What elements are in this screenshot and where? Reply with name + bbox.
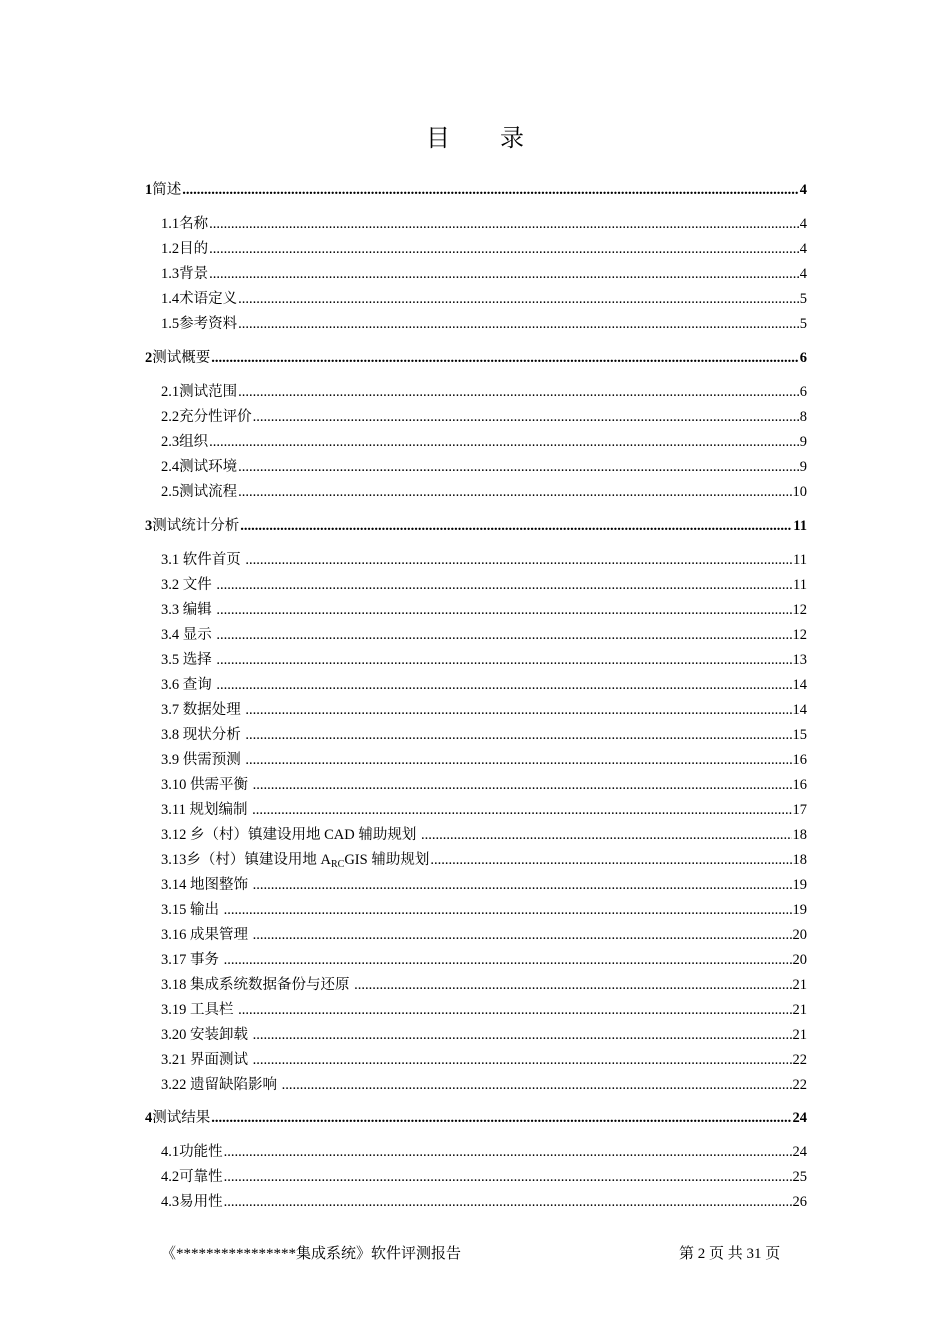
- toc-section-entry[interactable]: [161, 550, 807, 570]
- toc-entry-title: 充分性评价: [179, 409, 252, 425]
- toc-entry-number: 3.10: [161, 777, 187, 793]
- toc-entry-number: 2.3: [161, 434, 180, 450]
- toc-entry-page: 24: [792, 1144, 807, 1160]
- toc-section-entry[interactable]: [161, 650, 807, 670]
- toc-entry-title: 测试环境: [179, 459, 238, 475]
- toc-section-entry[interactable]: [161, 1075, 807, 1095]
- toc-entry-number: 3.8: [161, 727, 180, 743]
- toc-leader-dots: [430, 850, 791, 870]
- toc-chapter-entry[interactable]: [145, 516, 807, 536]
- toc-entry-page: 11: [793, 577, 807, 593]
- toc-entry-page: 22: [792, 1052, 807, 1068]
- toc-entry-title: 测试流程: [179, 484, 238, 500]
- toc-section-entry[interactable]: [161, 314, 807, 334]
- toc-entry-page: 11: [793, 552, 807, 568]
- page-title: 目 录: [426, 126, 546, 152]
- toc-leader-dots: [354, 975, 791, 995]
- toc-entry-title: [186, 850, 429, 875]
- toc-leader-dots: [245, 550, 792, 570]
- toc-entry-page: 12: [792, 602, 807, 618]
- toc-entry-page: 19: [792, 877, 807, 893]
- toc-leader-dots: [224, 950, 792, 970]
- toc-entry-title-part: 乡（村）镇建设用地 A: [186, 852, 331, 868]
- toc-leader-dots: [224, 900, 792, 920]
- toc-entry-title: 测试结果: [152, 1110, 211, 1126]
- footer-page-number: 第 2 页 共 31 页: [679, 1246, 781, 1262]
- toc-leader-dots: [253, 925, 792, 945]
- toc-section-entry[interactable]: [161, 600, 807, 620]
- toc-entry-title: 乡（村）镇建设用地 CAD 辅助规划: [186, 827, 420, 843]
- toc-entry-page: 14: [792, 677, 807, 693]
- toc-section-entry[interactable]: [161, 975, 807, 995]
- toc-entry-title: 背景: [179, 266, 209, 282]
- toc-entry-page: 11: [793, 518, 807, 534]
- toc-entry-title: 编辑: [179, 602, 216, 618]
- toc-entry-title: 软件首页: [179, 552, 245, 568]
- toc-entry-number: 3.17: [161, 952, 187, 968]
- toc-section-entry[interactable]: [161, 1142, 807, 1162]
- toc-section-entry[interactable]: [161, 382, 807, 402]
- toc-entry-number: 4.1: [161, 1144, 180, 1160]
- toc-entry-number: 3.18: [161, 977, 187, 993]
- toc-leader-dots: [211, 1108, 791, 1128]
- toc-section-entry[interactable]: [161, 750, 807, 770]
- toc-leader-dots: [240, 516, 792, 536]
- toc-entry-page: 6: [799, 384, 807, 400]
- toc-entry-number: 3.22: [161, 1077, 187, 1093]
- toc-section-entry[interactable]: [161, 775, 807, 795]
- toc-entry-page: 5: [799, 316, 807, 332]
- toc-entry-number: 1.4: [161, 291, 180, 307]
- toc-entry-title: 成果管理: [186, 927, 252, 943]
- toc-entry-title: 事务: [186, 952, 223, 968]
- toc-leader-dots: [216, 600, 791, 620]
- toc-leader-dots: [211, 348, 799, 368]
- footer-document-title: 《****************集成系统》软件评测报告: [161, 1246, 462, 1262]
- toc-entry-page: 15: [792, 727, 807, 743]
- toc-leader-dots: [253, 875, 792, 895]
- toc-entry-title: 文件: [179, 577, 216, 593]
- toc-section-entry[interactable]: [161, 407, 807, 427]
- toc-leader-dots: [253, 775, 792, 795]
- toc-leader-dots: [224, 1142, 792, 1162]
- toc-leader-dots: [224, 1192, 792, 1212]
- toc-entry-title: 供需平衡: [186, 777, 252, 793]
- toc-entry-page: 20: [792, 952, 807, 968]
- toc-entry-number: 3.1: [161, 552, 180, 568]
- toc-section-entry[interactable]: [161, 675, 807, 695]
- toc-entry-title: 测试概要: [152, 350, 211, 366]
- toc-entry-page: 24: [792, 1110, 807, 1126]
- toc-leader-dots: [216, 675, 791, 695]
- toc-entry-title: 规划编制: [185, 802, 252, 818]
- toc-entry-title: 测试范围: [179, 384, 238, 400]
- toc-leader-dots: [216, 650, 791, 670]
- toc-section-entry[interactable]: [161, 850, 807, 870]
- toc-entry-title: 遗留缺陷影响: [186, 1077, 281, 1093]
- toc-entry-page: 26: [792, 1194, 807, 1210]
- toc-entry-number: 3.14: [161, 877, 187, 893]
- toc-leader-dots: [245, 725, 791, 745]
- toc-leader-dots: [253, 407, 799, 427]
- toc-entry-title: 集成系统数据备份与还原: [186, 977, 354, 993]
- toc-leader-dots: [238, 314, 799, 334]
- toc-entry-number: 3.12: [161, 827, 187, 843]
- toc-entry-number: 2: [145, 350, 153, 366]
- toc-entry-page: 10: [792, 484, 807, 500]
- toc-leader-dots: [238, 457, 799, 477]
- toc-section-entry[interactable]: [161, 239, 807, 259]
- toc-entry-number: 1.2: [161, 241, 180, 257]
- toc-section-entry[interactable]: [161, 700, 807, 720]
- toc-entry-page: 21: [792, 1002, 807, 1018]
- toc-leader-dots: [245, 700, 791, 720]
- toc-entry-number: 3.16: [161, 927, 187, 943]
- toc-entry-page: 4: [799, 216, 807, 232]
- toc-section-entry[interactable]: [161, 900, 807, 920]
- toc-entry-title: 界面测试: [186, 1052, 252, 1068]
- toc-leader-dots: [238, 382, 799, 402]
- toc-entry-title: 简述: [152, 182, 182, 198]
- toc-entry-number: 3.6: [161, 677, 180, 693]
- toc-leader-dots: [216, 575, 792, 595]
- toc-entry-page: 25: [792, 1169, 807, 1185]
- toc-entry-number: 3.21: [161, 1052, 187, 1068]
- toc-entry-page: 9: [799, 434, 807, 450]
- toc-section-entry[interactable]: [161, 1192, 807, 1212]
- toc-entry-title: 易用性: [179, 1194, 223, 1210]
- toc-section-entry[interactable]: [161, 875, 807, 895]
- toc-section-entry[interactable]: [161, 264, 807, 284]
- toc-leader-dots: [238, 482, 791, 502]
- toc-entry-title: 组织: [179, 434, 209, 450]
- toc-entry-title: 功能性: [179, 1144, 223, 1160]
- toc-entry-title: 工具栏: [186, 1002, 238, 1018]
- toc-chapter-entry[interactable]: [145, 1108, 807, 1128]
- toc-section-entry[interactable]: [161, 1025, 807, 1045]
- toc-entry-page: 6: [799, 350, 807, 366]
- toc-entry-page: 9: [799, 459, 807, 475]
- toc-entry-page: 16: [792, 752, 807, 768]
- toc-entry-page: 4: [799, 182, 807, 198]
- toc-section-entry[interactable]: [161, 725, 807, 745]
- toc-entry-title: 可靠性: [179, 1169, 223, 1185]
- toc-leader-dots: [253, 1050, 792, 1070]
- toc-entry-title-part: GIS 辅助规划: [344, 852, 430, 868]
- toc-section-entry[interactable]: [161, 457, 807, 477]
- toc-leader-dots: [182, 180, 799, 200]
- toc-section-entry[interactable]: [161, 575, 807, 595]
- toc-entry-number: 3: [145, 518, 153, 534]
- toc-section-entry[interactable]: [161, 950, 807, 970]
- toc-leader-dots: [209, 264, 799, 284]
- toc-entry-number: 3.20: [161, 1027, 187, 1043]
- toc-leader-dots: [238, 1000, 791, 1020]
- toc-leader-dots: [224, 1167, 792, 1187]
- toc-entry-number: 4.3: [161, 1194, 180, 1210]
- toc-entry-title: 测试统计分析: [152, 518, 240, 534]
- toc-leader-dots: [209, 214, 799, 234]
- toc-chapter-entry[interactable]: [145, 180, 807, 200]
- toc-leader-dots: [209, 239, 799, 259]
- toc-leader-dots: [216, 625, 791, 645]
- toc-leader-dots: [252, 800, 791, 820]
- toc-entry-title: 供需预测: [179, 752, 245, 768]
- toc-entry-title: 查询: [179, 677, 216, 693]
- toc-section-entry[interactable]: [161, 625, 807, 645]
- toc-entry-title: 名称: [179, 216, 209, 232]
- toc-entry-number: 2.2: [161, 409, 180, 425]
- toc-entry-page: 8: [799, 409, 807, 425]
- toc-leader-dots: [282, 1075, 792, 1095]
- toc-leader-dots: [253, 1025, 792, 1045]
- toc-entry-number: 4: [145, 1110, 153, 1126]
- toc-entry-title: 参考资料: [179, 316, 238, 332]
- toc-entry-number: 3.13: [161, 852, 187, 868]
- toc-entry-page: 12: [792, 627, 807, 643]
- toc-section-entry[interactable]: [161, 925, 807, 945]
- toc-entry-number: 4.2: [161, 1169, 180, 1185]
- toc-entry-title: 现状分析: [179, 727, 245, 743]
- toc-leader-dots: [209, 432, 799, 452]
- toc-entry-number: 3.2: [161, 577, 180, 593]
- toc-section-entry[interactable]: [161, 1050, 807, 1070]
- toc-entry-title: 目的: [179, 241, 209, 257]
- toc-entry-page: 18: [792, 827, 807, 843]
- toc-entry-title: 显示: [179, 627, 216, 643]
- toc-entry-number: 3.5: [161, 652, 180, 668]
- toc-leader-dots: [421, 825, 792, 845]
- toc-entry-title: 选择: [179, 652, 216, 668]
- toc-entry-number: 3.4: [161, 627, 180, 643]
- toc-entry-page: 14: [792, 702, 807, 718]
- toc-entry-number: 1.1: [161, 216, 180, 232]
- toc-leader-dots: [238, 289, 799, 309]
- toc-entry-number: 3.19: [161, 1002, 187, 1018]
- toc-section-entry[interactable]: [161, 1000, 807, 1020]
- toc-entry-page: 21: [792, 977, 807, 993]
- toc-entry-number: 2.1: [161, 384, 180, 400]
- toc-entry-page: 17: [792, 802, 807, 818]
- toc-entry-page: 20: [792, 927, 807, 943]
- toc-entry-number: 3.3: [161, 602, 180, 618]
- toc-section-entry[interactable]: [161, 289, 807, 309]
- toc-chapter-entry[interactable]: [145, 348, 807, 368]
- toc-entry-title: 输出: [186, 902, 223, 918]
- toc-entry-title: 安装卸载: [186, 1027, 252, 1043]
- toc-section-entry[interactable]: [161, 800, 807, 820]
- toc-entry-page: 18: [792, 852, 807, 868]
- toc-section-entry[interactable]: [161, 1167, 807, 1187]
- toc-entry-page: 4: [799, 241, 807, 257]
- toc-entry-title: 数据处理: [179, 702, 245, 718]
- toc-entry-number: 1: [145, 182, 153, 198]
- toc-entry-title: 地图整饰: [186, 877, 252, 893]
- toc-entry-number: 3.11: [161, 802, 186, 818]
- toc-entry-page: 13: [792, 652, 807, 668]
- toc-entry-title: 术语定义: [179, 291, 238, 307]
- toc-entry-page: 22: [792, 1077, 807, 1093]
- toc-entry-title-subscript: RC: [330, 859, 345, 870]
- toc-entry-number: 3.15: [161, 902, 187, 918]
- toc-entry-page: 16: [792, 777, 807, 793]
- toc-entry-page: 5: [799, 291, 807, 307]
- toc-entry-number: 3.7: [161, 702, 180, 718]
- toc-entry-number: 2.4: [161, 459, 180, 475]
- toc-entry-page: 4: [799, 266, 807, 282]
- toc-section-entry[interactable]: [161, 825, 807, 845]
- toc-leader-dots: [245, 750, 791, 770]
- toc-entry-page: 19: [792, 902, 807, 918]
- toc-section-entry[interactable]: [161, 482, 807, 502]
- toc-entry-number: 1.3: [161, 266, 180, 282]
- toc-section-entry[interactable]: [161, 432, 807, 452]
- toc-entry-page: 21: [792, 1027, 807, 1043]
- toc-entry-number: 1.5: [161, 316, 180, 332]
- toc-section-entry[interactable]: [161, 214, 807, 234]
- toc-entry-number: 3.9: [161, 752, 180, 768]
- toc-entry-number: 2.5: [161, 484, 180, 500]
